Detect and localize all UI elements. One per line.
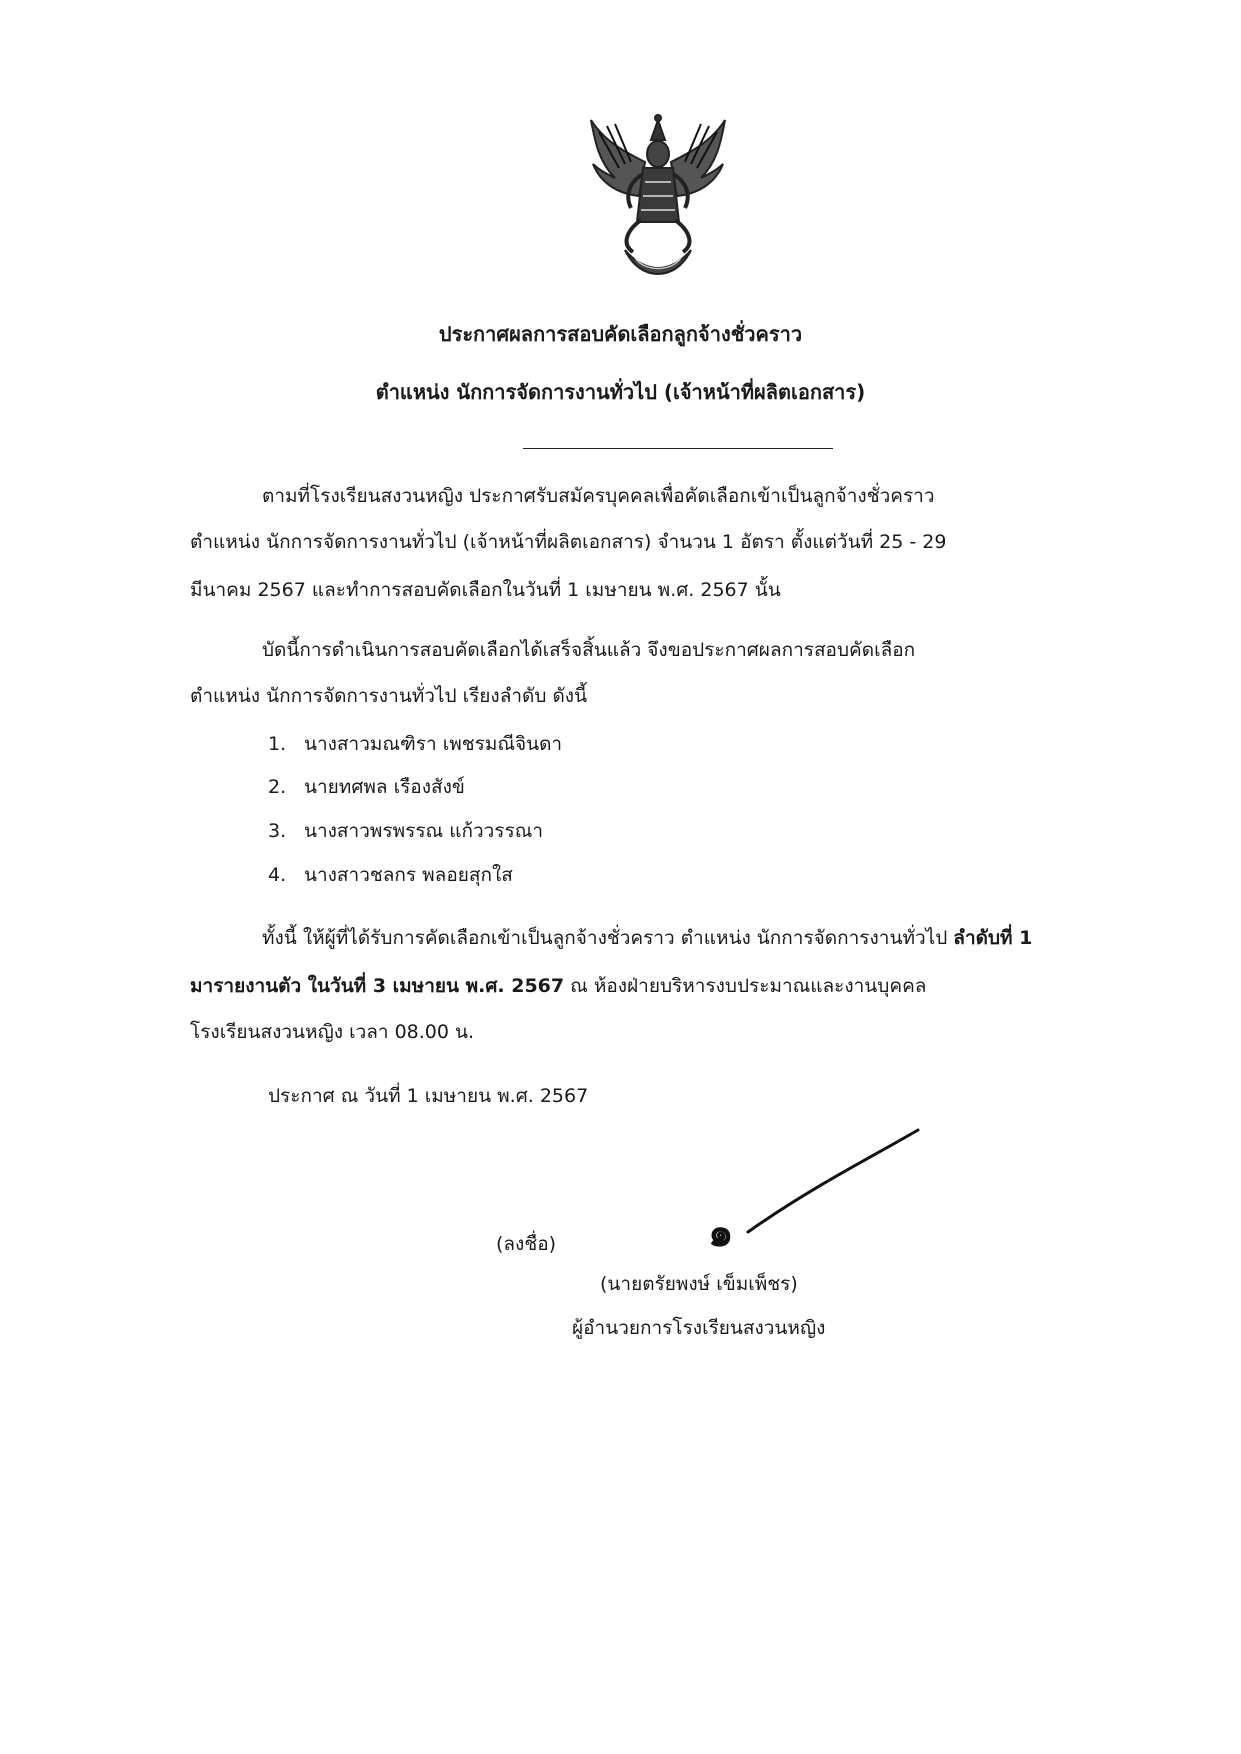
list-item <box>268 816 543 846</box>
signer-position: ผู้อำนวยการโรงเรียนสงวนหญิง <box>572 1317 826 1339</box>
title-divider <box>523 448 833 449</box>
paragraph-3-line-1 <box>262 926 1032 950</box>
list-item-number: 1. <box>268 733 287 755</box>
paragraph-1-line-2: ตำแหน่ง นักการจัดการงานทั่วไป (เจ้าหน้าที่ผลิตเอกสาร) จำนวน 1 อัตรา ตั้งแต่วันที่ 25 - 29 <box>190 531 947 553</box>
paragraph-1-line-3: มีนาคม 2567 และทำการสอบคัดเลือกในวันที่ 1 เมษายน พ.ศ. 2567 นั้น <box>190 579 781 601</box>
list-item-name: นางสาวพรพรรณ แก้ววรรณา <box>304 820 543 842</box>
list-item-number: 2. <box>268 776 287 798</box>
list-item-number: 4. <box>268 864 287 886</box>
document-subtitle: ตำแหน่ง นักการจัดการงานทั่วไป (เจ้าหน้าที่ผลิตเอกสาร) <box>375 380 866 404</box>
paragraph-2-line-1: บัดนี้การดำเนินการสอบคัดเลือกได้เสร็จสิ้นแล้ว จึงขอประกาศผลการสอบคัดเลือก <box>262 639 916 661</box>
garuda-emblem-icon <box>585 112 731 282</box>
paragraph-3-line-2 <box>190 974 926 998</box>
paragraph-3-location: ณ ห้องฝ่ายบริหารงบประมาณและงานบุคคล <box>564 975 927 997</box>
paragraph-3-line-1-text: ทั้งนี้ ให้ผู้ที่ได้รับการคัดเลือกเข้าเป็นลูกจ้างชั่วคราว ตำแหน่ง นักการจัดการงานทั่วไป <box>262 927 954 949</box>
list-item <box>268 860 513 890</box>
list-item-name: นายทศพล เรืองสังข์ <box>304 776 465 798</box>
signature-scribble <box>690 1128 930 1248</box>
list-item-name: นางสาวมณฑิรา เพชรมณีจินดา <box>304 733 563 755</box>
paragraph-3-line-3: โรงเรียนสงวนหญิง เวลา 08.00 น. <box>190 1021 475 1043</box>
list-item-name: นางสาวชลกร พลอยสุกใส <box>304 864 513 886</box>
paragraph-1-line-1: ตามที่โรงเรียนสงวนหญิง ประกาศรับสมัครบุคคลเพื่อคัดเลือกเข้าเป็นลูกจ้างชั่วคราว <box>262 485 935 507</box>
list-item-number: 3. <box>268 820 287 842</box>
signed-label: (ลงชื่อ) <box>496 1233 557 1255</box>
list-item <box>268 729 562 759</box>
announcement-date: ประกาศ ณ วันที่ 1 เมษายน พ.ศ. 2567 <box>268 1085 589 1107</box>
signer-name: (นายตรัยพงษ์ เข็มเพ็ชร) <box>600 1273 798 1295</box>
paragraph-3-report-date: มารายงานตัว ในวันที่ 3 เมษายน พ.ศ. 2567 <box>190 975 565 997</box>
signature-scribble-glyph: ๑ <box>708 1210 734 1248</box>
document-title: ประกาศผลการสอบคัดเลือกลูกจ้างชั่วคราว <box>438 322 803 346</box>
paragraph-3-rank-highlight: ลำดับที่ 1 <box>953 927 1033 949</box>
list-item <box>268 772 465 802</box>
paragraph-2-line-2: ตำแหน่ง นักการจัดการงานทั่วไป เรียงลำดับ ดังนี้ <box>190 685 588 707</box>
